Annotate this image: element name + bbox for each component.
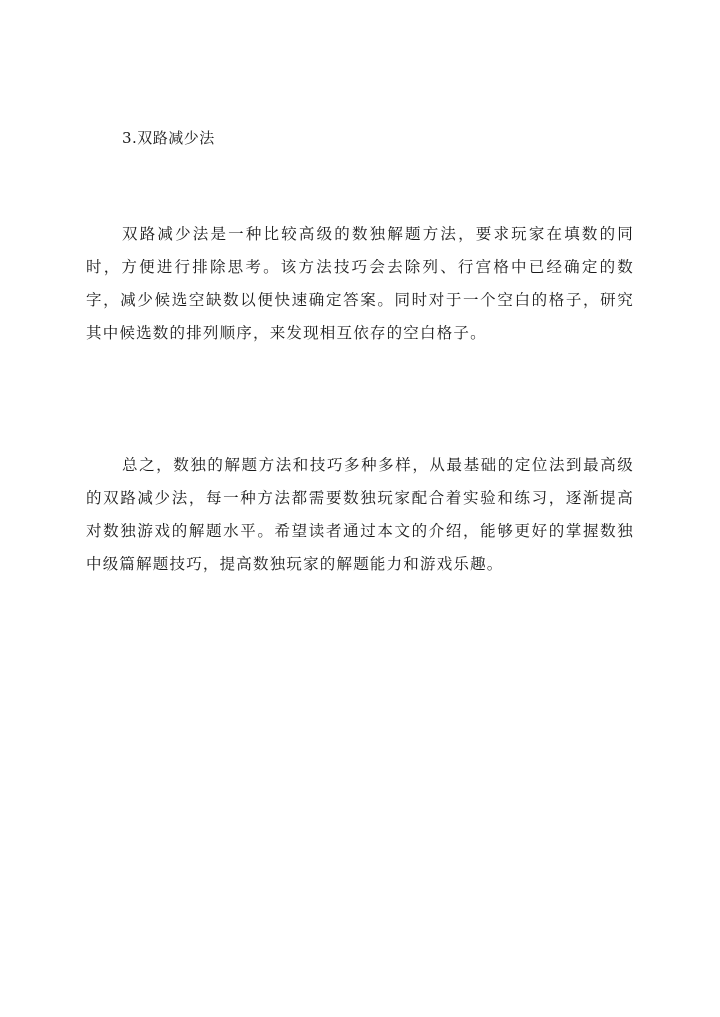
section-heading: 3.双路减少法 [122,129,215,147]
conclusion-paragraph: 总之，数独的解题方法和技巧多种多样，从最基础的定位法到最高级的双路减少法，每一种方法都需要数独玩家配合着实验和练习，逐渐提高对数独游戏的解题水平。希望读者通过本文的介绍，能够更好的掌握数独中级篇解题技巧，提高数独玩家的解题能力和游戏乐趣。 [86,456,634,573]
body-paragraph: 双路减少法是一种比较高级的数独解题方法，要求玩家在填数的同时，方便进行排除思考。该方法技巧会去除列、行宫格中已经确定的数字，减少候选空缺数以便快速确定答案。同时对于一个空白的格子，研究其中候选数的排列顺序，来发现相互依存的空白格子。 [86,225,634,342]
